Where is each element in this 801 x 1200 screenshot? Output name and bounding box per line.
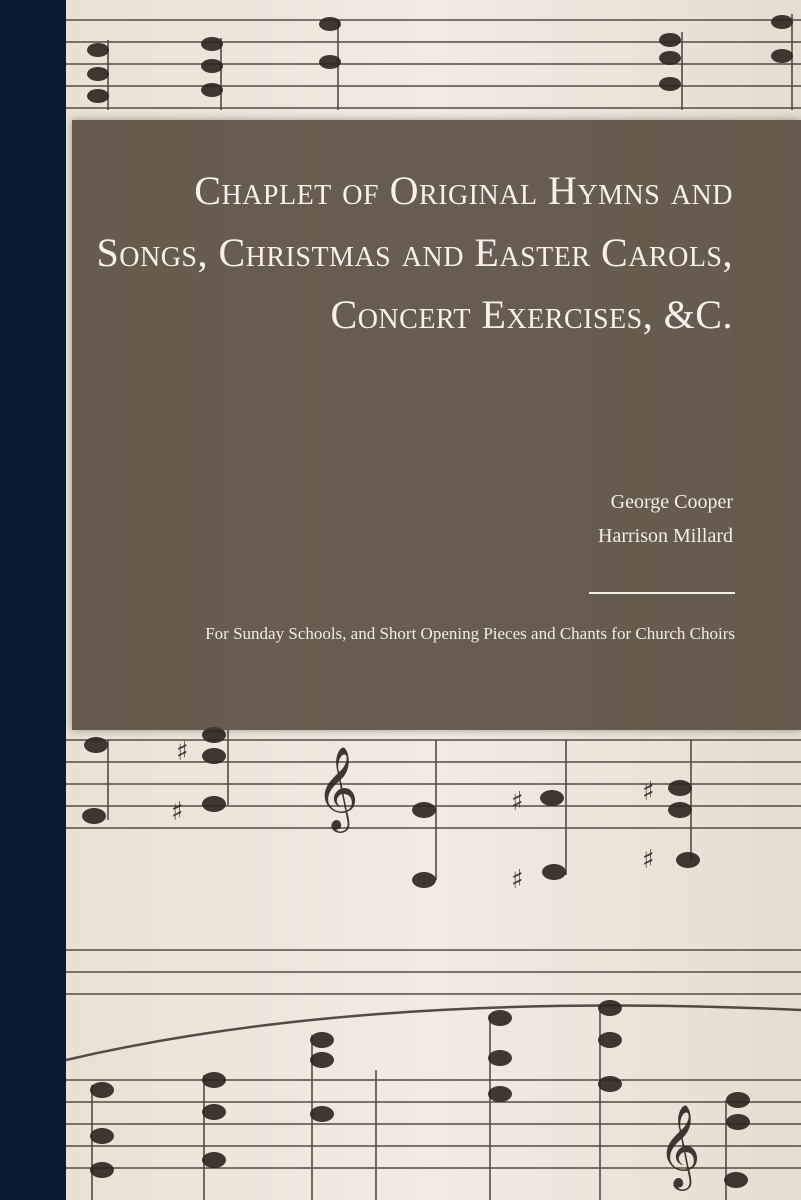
book-title: Chaplet of Original Hymns and Songs, Christmas and Easter Carols, Concert Exercises, &C. — [96, 168, 733, 337]
book-subtitle: For Sunday Schools, and Short Opening Pieces and Chants for Church Choirs — [205, 624, 735, 643]
author-list — [598, 485, 733, 553]
title-divider — [589, 592, 735, 594]
book-spine — [0, 0, 66, 1200]
title-panel — [72, 120, 801, 730]
svg-text:♯: ♯ — [511, 787, 524, 817]
author-name: Harrison Millard — [598, 525, 733, 547]
svg-text:𝄞: 𝄞 — [658, 1103, 701, 1187]
svg-text:♯: ♯ — [511, 865, 524, 895]
svg-text:♯: ♯ — [171, 797, 184, 827]
svg-text:♯: ♯ — [176, 737, 189, 767]
svg-text:♯: ♯ — [642, 845, 655, 875]
author-name: George Cooper — [610, 491, 733, 513]
svg-text:𝄞: 𝄞 — [316, 745, 359, 829]
svg-text:♯: ♯ — [642, 777, 655, 807]
